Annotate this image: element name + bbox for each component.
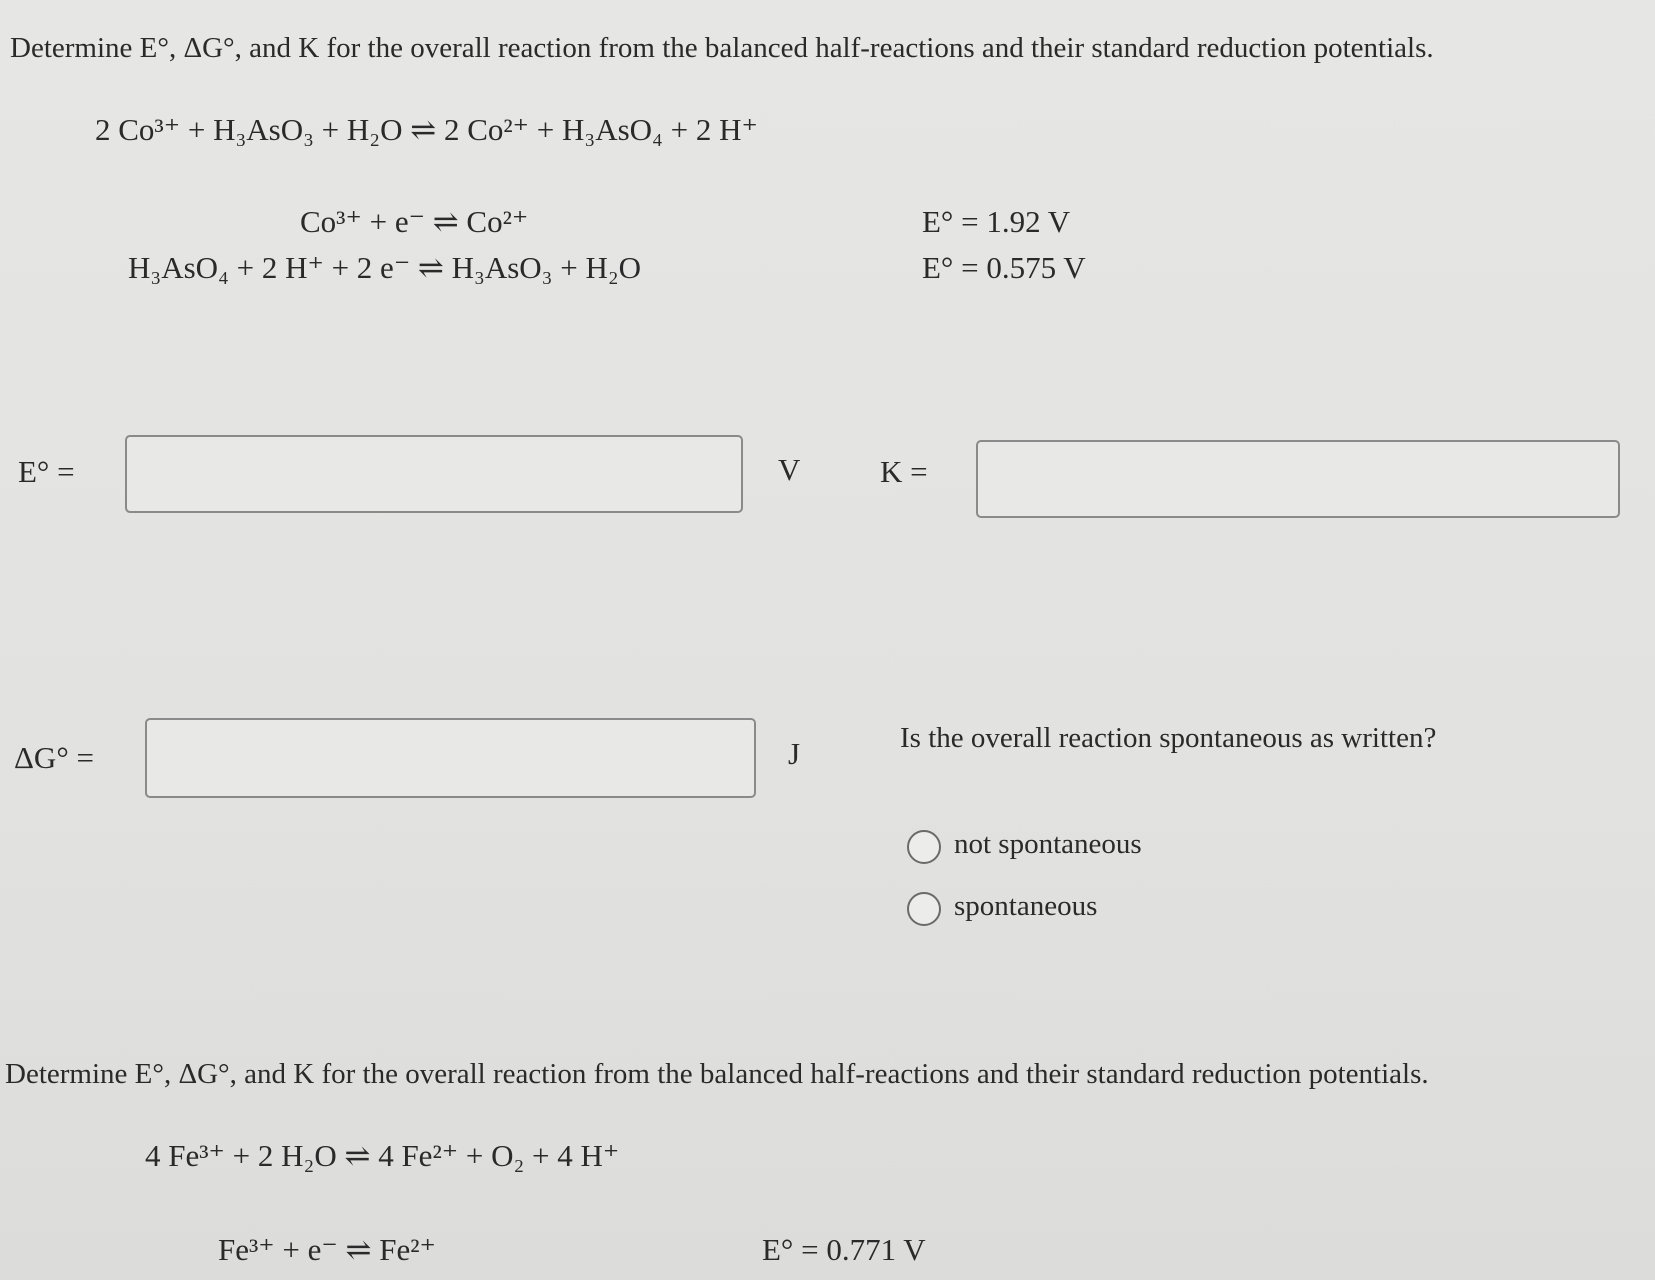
overall-reaction: 2 Co³⁺ + H₃AsO₃ + H₂O ⇌ 2 Co²⁺ + H₃AsO₄ + 2 H⁺ <box>95 112 758 147</box>
problem1-prompt: Determine E°, ΔG°, and K for the overall reaction from the balanced half-reactions and their standard reduction potentials. <box>10 32 1434 64</box>
e-unit: V <box>778 452 801 487</box>
option-not-spontaneous-label[interactable]: not spontaneous <box>954 828 1142 860</box>
half-reaction-1-potential: E° = 1.92 V <box>922 204 1071 239</box>
spontaneity-question: Is the overall reaction spontaneous as written? <box>900 722 1437 754</box>
g-label: ΔG° = <box>14 740 94 775</box>
half-reaction-1: Co³⁺ + e⁻ ⇌ Co²⁺ <box>300 204 529 239</box>
g-unit: J <box>788 736 801 771</box>
problem2-overall-reaction: 4 Fe³⁺ + 2 H₂O ⇌ 4 Fe²⁺ + O₂ + 4 H⁺ <box>145 1138 620 1173</box>
g-input[interactable] <box>145 718 756 798</box>
half-reaction-2-potential: E° = 0.575 V <box>922 250 1086 285</box>
e-input[interactable] <box>125 435 743 513</box>
problem2-prompt: Determine E°, ΔG°, and K for the overall reaction from the balanced half-reactions and their standard reduction potentials. <box>5 1058 1429 1090</box>
e-label: E° = <box>18 454 75 489</box>
half-reaction-2: H₃AsO₄ + 2 H⁺ + 2 e⁻ ⇌ H₃AsO₃ + H₂O <box>128 250 642 285</box>
radio-spontaneous[interactable] <box>907 892 941 926</box>
radio-not-spontaneous[interactable] <box>907 830 941 864</box>
k-label: K = <box>880 454 928 489</box>
option-spontaneous-label[interactable]: spontaneous <box>954 890 1098 922</box>
problem2-half-reaction-1-potential: E° = 0.771 V <box>762 1232 926 1267</box>
problem2-half-reaction-1: Fe³⁺ + e⁻ ⇌ Fe²⁺ <box>218 1232 436 1267</box>
k-input[interactable] <box>976 440 1620 518</box>
